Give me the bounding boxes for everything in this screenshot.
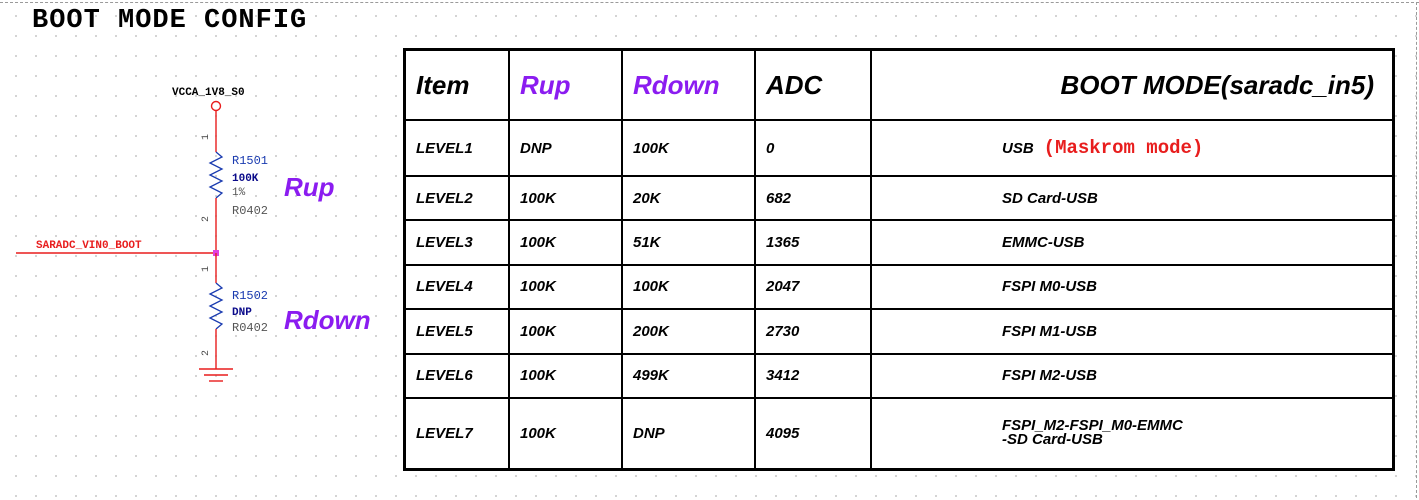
boot-mode-table [403, 48, 1395, 471]
cell-adc: 3412 [755, 354, 871, 398]
cell-rdown: DNP [622, 398, 755, 468]
table-row [406, 309, 1392, 353]
boot-mode-text: USB [1002, 140, 1034, 158]
signal-net-label: SARADC_VIN0_BOOT [36, 240, 142, 252]
cell-rup: 100K [509, 265, 622, 309]
r1501-pin1: 1 [201, 133, 212, 140]
resistor-r1501-symbol [210, 152, 222, 198]
cell-item: LEVEL3 [406, 220, 509, 264]
cell-rup: 100K [509, 398, 622, 468]
cell-boot-mode: SD Card-USB [871, 176, 1392, 220]
ground-icon [199, 369, 233, 381]
r1502-ref: R1502 [232, 289, 269, 303]
r1502-pin1: 1 [201, 265, 212, 272]
cell-adc: 2047 [755, 265, 871, 309]
cell-boot-mode: FSPI M1-USB [871, 309, 1392, 353]
r1501-pin2: 2 [201, 215, 212, 222]
r1502-pin2: 2 [201, 349, 212, 356]
table-row [406, 398, 1392, 468]
sheet-border-right [1416, 2, 1417, 498]
table-row [406, 265, 1392, 309]
cell-rup: DNP [509, 120, 622, 176]
header-rdown: Rdown [622, 51, 755, 120]
header-rup: Rup [509, 51, 622, 120]
cell-item: LEVEL7 [416, 424, 473, 442]
rdown-annotation: Rdown [284, 305, 371, 335]
r1502-package: R0402 [232, 321, 269, 335]
cell-item: LEVEL4 [406, 265, 509, 309]
r1501-ref: R1501 [232, 154, 269, 168]
cell-rdown: 20K [622, 176, 755, 220]
table-row [406, 176, 1392, 220]
r1502-value: DNP [232, 307, 252, 319]
cell-adc: 4095 [755, 398, 871, 468]
cell-adc: 0 [755, 120, 871, 176]
cell-boot-mode: FSPI M0-USB [871, 265, 1392, 309]
cell-boot-mode [871, 120, 1392, 176]
r1501-value: 100K [232, 173, 259, 185]
boot-mode-text: FSPI_M2-FSPI_M0-EMMC -SD Card-USB [1002, 416, 1183, 448]
header-boot-mode: BOOT MODE(saradc_in5) [871, 51, 1392, 120]
table-row [406, 354, 1392, 398]
table-header-row [406, 51, 1392, 120]
r1501-tolerance: 1% [232, 187, 246, 199]
power-symbol [212, 102, 221, 111]
cell-item: LEVEL5 [406, 309, 509, 353]
table-row [406, 120, 1392, 176]
cell-boot-mode: EMMC-USB [871, 220, 1392, 264]
cell-rdown: 200K [622, 309, 755, 353]
boot-mode-grid [406, 51, 1392, 468]
cell-rup: 100K [509, 309, 622, 353]
cell-rdown: 100K [622, 120, 755, 176]
cell-rup: 100K [509, 354, 622, 398]
cell-item: LEVEL1 [406, 120, 509, 176]
cell-rup: 100K [509, 220, 622, 264]
cell-rup: 100K [509, 176, 622, 220]
cell-adc: 2730 [755, 309, 871, 353]
cell-item: LEVEL6 [406, 354, 509, 398]
boot-divider-schematic [0, 0, 400, 500]
r1501-package: R0402 [232, 204, 269, 218]
cell-boot-mode [871, 398, 1392, 468]
page-title: BOOT MODE CONFIG [32, 6, 308, 36]
cell-adc: 682 [755, 176, 871, 220]
cell-rdown: 100K [622, 265, 755, 309]
cell-boot-mode: FSPI M2-USB [871, 354, 1392, 398]
cell-rdown: 51K [622, 220, 755, 264]
maskrom-note: (Maskrom mode) [1043, 137, 1204, 160]
header-item: Item [406, 51, 509, 120]
cell-item: LEVEL2 [406, 176, 509, 220]
power-net-label: VCCA_1V8_S0 [172, 87, 245, 99]
cell-adc: 1365 [755, 220, 871, 264]
cell-rdown: 499K [622, 354, 755, 398]
resistor-r1502-symbol [210, 283, 222, 329]
header-adc: ADC [755, 51, 871, 120]
table-row [406, 220, 1392, 264]
rup-annotation: Rup [284, 172, 335, 202]
